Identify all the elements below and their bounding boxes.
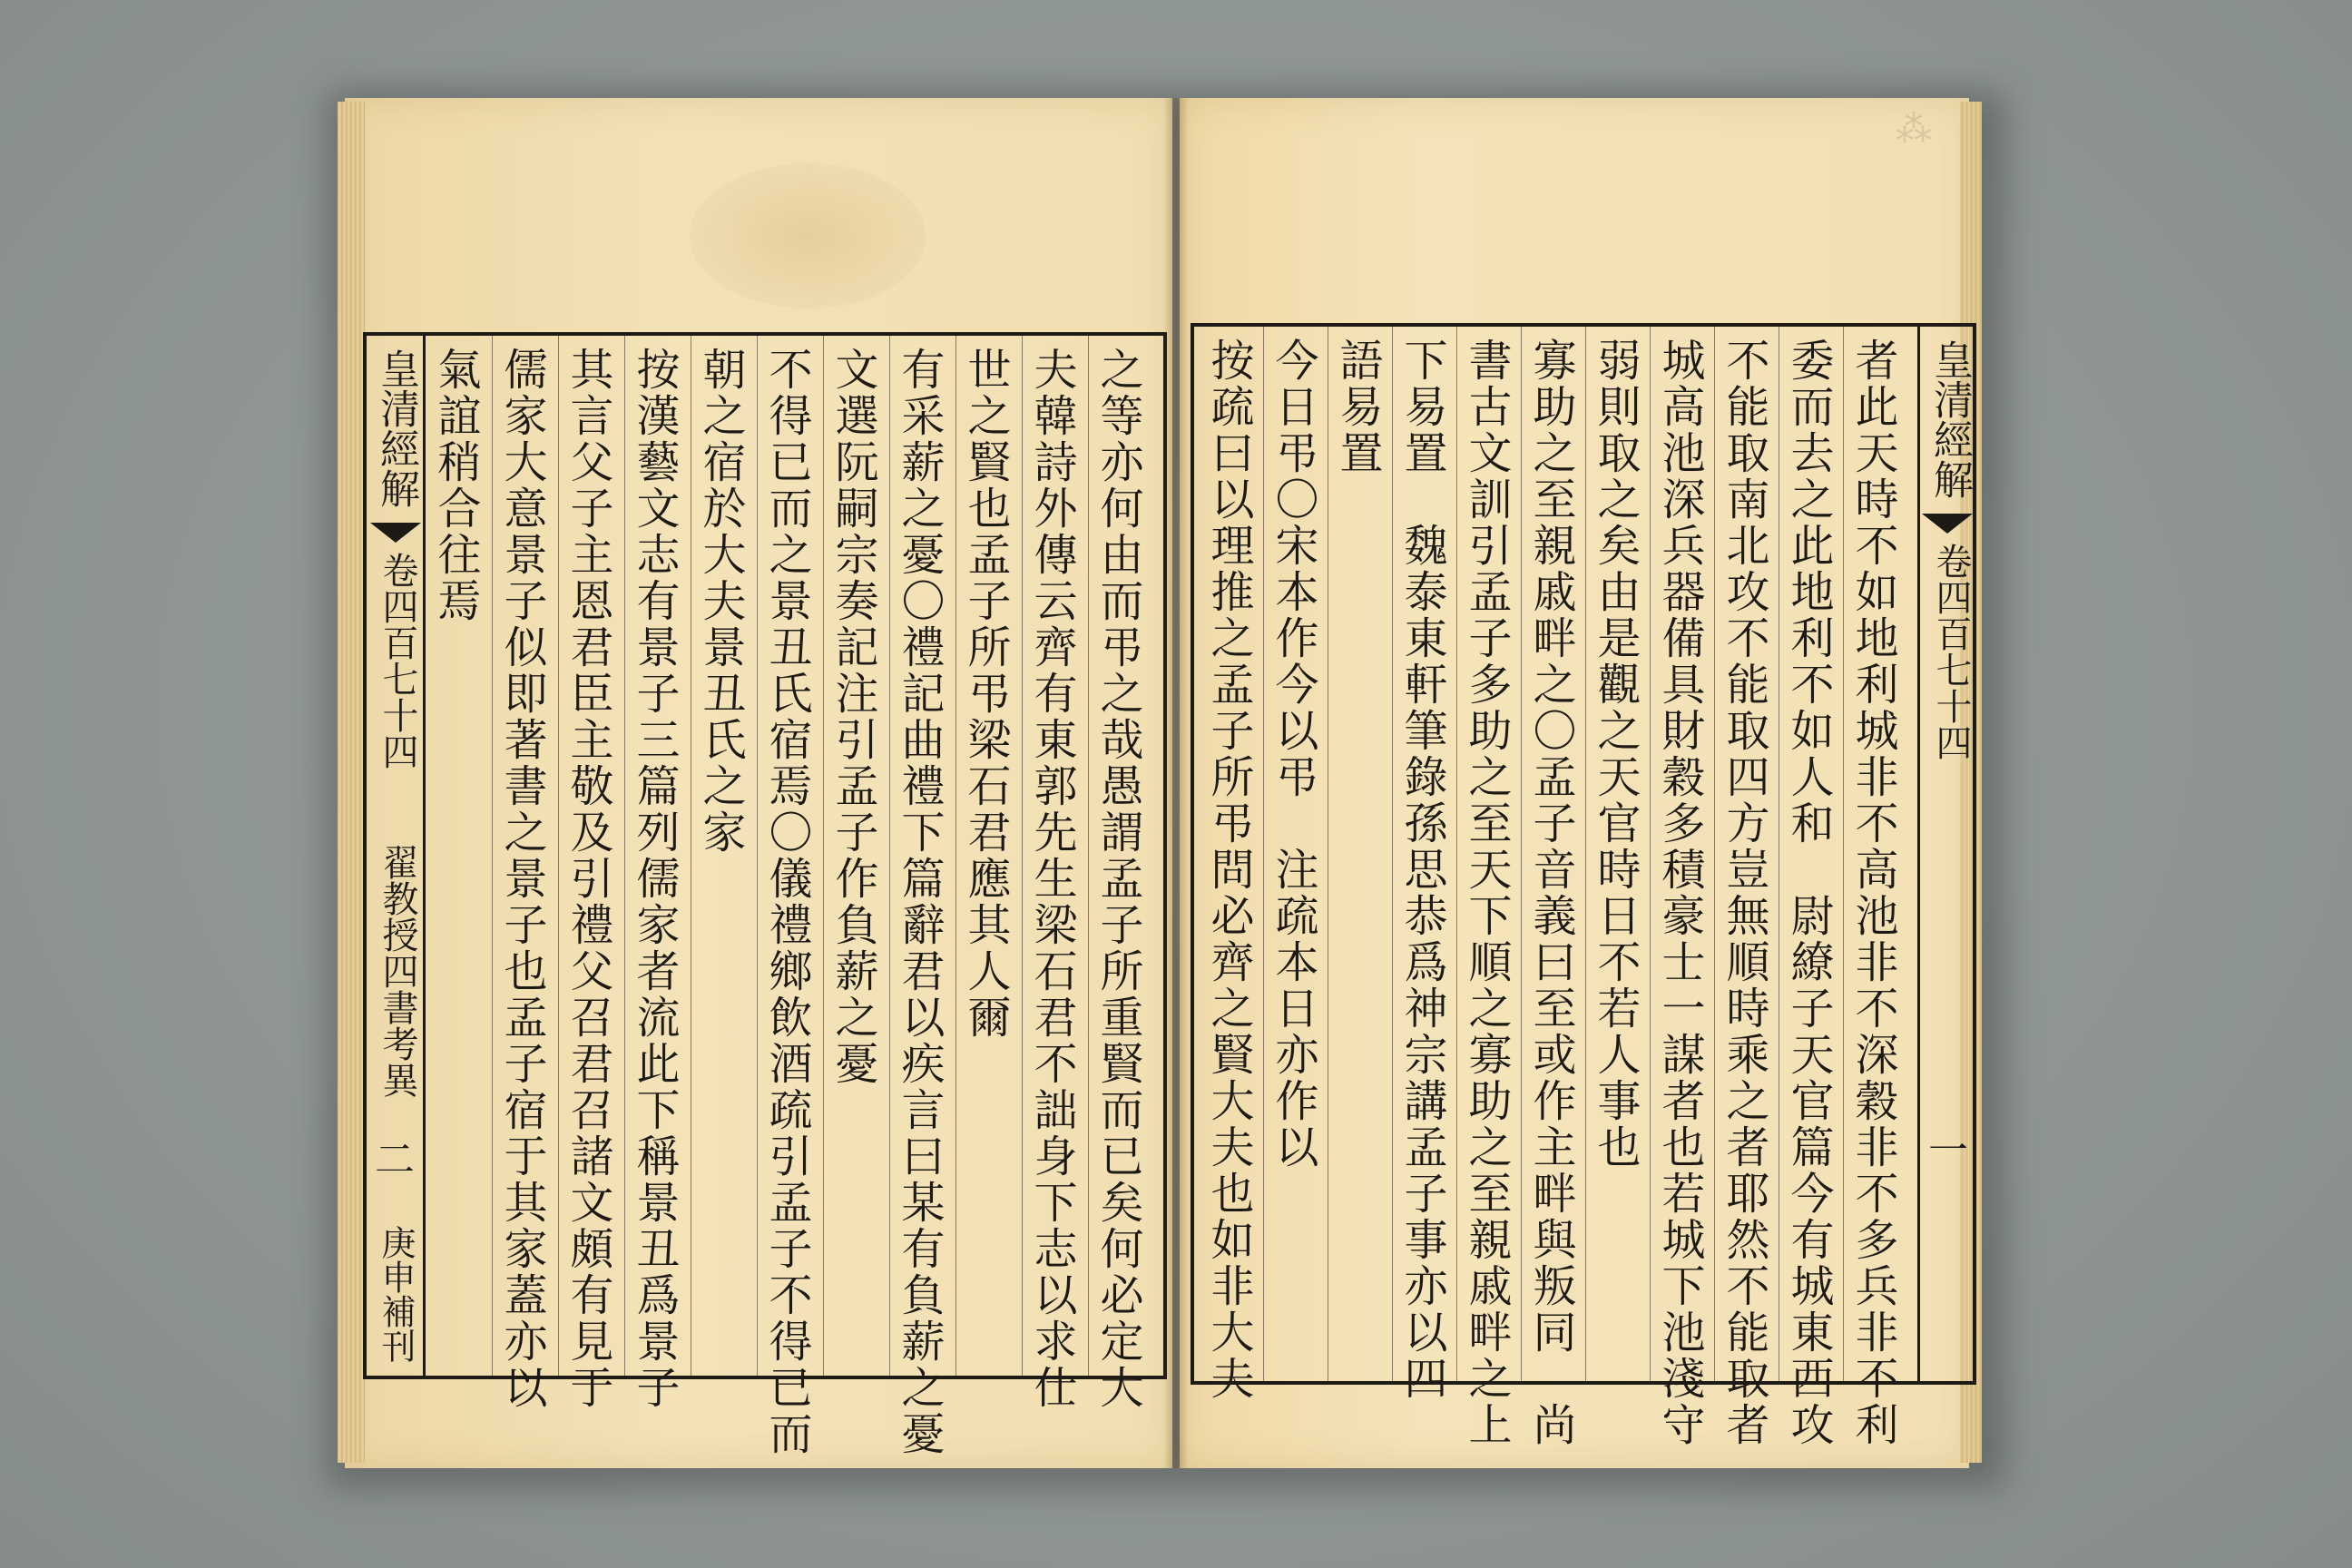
right-leaf-number: 一 — [1921, 1129, 1967, 1169]
left-banxin — [367, 336, 426, 1376]
text-column: 其言父子主恩君臣主敬及引禮父召君召諸文頗有見于 — [563, 347, 613, 1411]
column-rule — [1392, 327, 1393, 1381]
fish-tail-mark — [1922, 514, 1973, 534]
left-text-frame — [363, 332, 1167, 1457]
text-column: 朝之宿於大夫景丑氏之家 — [695, 347, 746, 856]
right-banxin-volume: 卷四百七十四 — [1930, 543, 1972, 760]
column-rule — [492, 336, 493, 1376]
right-banxin — [1917, 327, 1973, 1381]
fish-tail-mark — [370, 523, 421, 543]
book-gutter — [1163, 98, 1189, 1468]
text-column: 文選阮嗣宗奏記注引孟子作負薪之憂 — [828, 347, 878, 1087]
column-rule — [757, 336, 758, 1376]
left-banxin-volume: 卷四百七十四 — [377, 552, 418, 769]
column-rule — [558, 336, 559, 1376]
column-rule — [1022, 336, 1023, 1376]
text-column: 按疏曰以理推之孟子所弔問必齊之賢大夫也如非大夫 — [1203, 338, 1254, 1402]
left-banxin-chapter: 翟教授四書考異 — [377, 844, 418, 1098]
text-column: 氣誼稍合往焉 — [430, 347, 481, 624]
text-column: 城高池深兵器備具財穀多積豪士一謀者也若城下池淺守 — [1654, 338, 1705, 1448]
left-banxin-footer: 庚申補刊 — [376, 1225, 416, 1363]
column-rule — [1843, 327, 1844, 1381]
text-column: 委而去之此地利不如人和 尉繚子天官篇今有城東西攻 — [1783, 338, 1834, 1448]
right-text-frame — [1191, 323, 1976, 1448]
column-rule — [823, 336, 824, 1376]
text-column: 世之賢也孟子所弔梁石君應其人爾 — [960, 347, 1011, 1041]
text-column: 弱則取之矣由是觀之天官時日不若人事也 — [1590, 338, 1641, 1171]
column-rule — [1456, 327, 1457, 1381]
left-page-edges — [338, 102, 365, 1463]
text-column: 書古文訓引孟子多助之至天下順之寡助之至親戚畔之上 — [1461, 338, 1512, 1448]
text-column: 不能取南北攻不能取四方豈無順時乘之者耶然不能取者 — [1719, 338, 1769, 1448]
text-column: 按漢藝文志有景子三篇列儒家者流此下稱景丑爲景子 — [629, 347, 680, 1411]
text-column: 夫韓詩外傳云齊有東郭先生梁石君不詘身下志以求仕 — [1026, 347, 1077, 1411]
column-rule — [624, 336, 625, 1376]
text-column: 有采薪之憂〇禮記曲禮下篇辭君以疾言曰某有負薪之憂 — [894, 347, 945, 1457]
right-banxin-title: 皇清經解 — [1926, 339, 1973, 499]
text-column: 者此天時不如地利城非不高池非不深穀非不多兵非不利 — [1847, 338, 1898, 1448]
text-column: 儒家大意景子似即著書之景子也孟子宿于其家蓋亦以 — [496, 347, 547, 1411]
left-banxin-title: 皇清經解 — [373, 348, 419, 508]
text-column: 之等亦何由而弔之哉愚謂孟子所重賢而已矣何必定大 — [1093, 347, 1143, 1411]
text-column: 下易置 魏泰東軒筆錄孫思恭爲神宗講孟子事亦以四 — [1396, 338, 1447, 1402]
column-rule — [1650, 327, 1651, 1381]
text-column: 今日弔〇宋本作今以弔 注疏本日亦作以 — [1268, 338, 1318, 1171]
left-leaf-number: 二 — [368, 1138, 414, 1178]
column-rule — [1585, 327, 1586, 1381]
column-rule — [1714, 327, 1715, 1381]
text-column: 不得已而之景丑氏宿焉〇儀禮鄉飲酒疏引孟子不得已而 — [761, 347, 812, 1457]
column-rule — [889, 336, 890, 1376]
paper-stain — [690, 163, 926, 309]
text-column: 語易置 — [1332, 338, 1383, 476]
column-rule — [1521, 327, 1522, 1381]
text-column: 寡助之至親戚畔之〇孟子音義曰至或作主畔與叛同 尚 — [1525, 338, 1576, 1448]
column-rule — [1088, 336, 1089, 1376]
bleed-through-marks: ⁂ — [1893, 109, 1935, 151]
column-rule — [1263, 327, 1264, 1381]
